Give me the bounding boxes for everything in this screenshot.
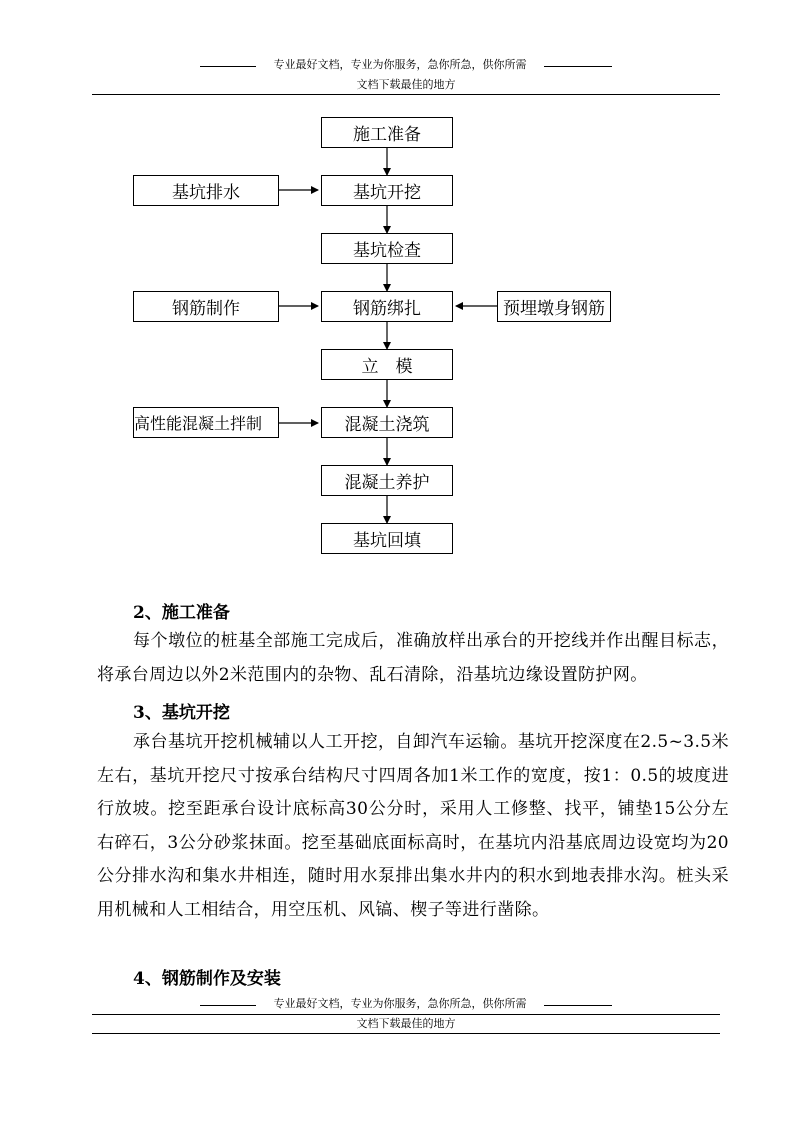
header-slogan: 专业最好文档，专业为你服务，急你所急，供你所需 [273, 58, 527, 71]
flow-step-rebar-binding: 钢筋绑扎 [321, 291, 453, 322]
section-paragraph-preparation: 每个墩位的桩基全部施工完成后，准确放样出承台的开挖线并作出醒目标志，将承台周边以外2米范围内的杂物、乱石清除，沿基坑边缘设置防护网。 [97, 631, 729, 685]
section-heading-excavation: 3、基坑开挖 [133, 703, 230, 723]
flow-step-excavation: 基坑开挖 [321, 175, 453, 206]
section-heading-preparation: 2、施工准备 [133, 603, 230, 623]
flow-step-concrete-pour: 混凝土浇筑 [321, 407, 453, 438]
section-paragraph-excavation: 承台基坑开挖机械辅以人工开挖，自卸汽车运输。基坑开挖深度在2.5~3.5米左右，基坑开挖尺寸按承台结构尺寸四周各加1米工作的宽度，按1：0.5的坡度进行放坡。挖至距承台设计底标高30公分时，采用人工修整、找平，铺垫15公分左右碎石，3公分砂浆抹面。挖至基础底面标高时，在基坑内沿基底周边设宽均为20公分排水沟和集水井相连，随时用水泵排出集水井内的积水到地表排水沟。桩头采用机械和人工相结合，用空压机、风镐、楔子等进行凿除。 [97, 732, 729, 920]
footer-left-rule [200, 1005, 256, 1006]
page-footer-slogan-row [92, 995, 720, 1015]
footer-right-rule [544, 1005, 612, 1006]
flow-step-inspection: 基坑检查 [321, 233, 453, 264]
header-subtitle: 文档下载最佳的地方 [356, 78, 456, 91]
flow-input-drainage: 基坑排水 [133, 175, 279, 206]
flow-input-embedded-rebar: 预埋墩身钢筋 [497, 291, 611, 322]
flow-step-curing: 混凝土养护 [321, 465, 453, 496]
flow-input-rebar-fabrication: 钢筋制作 [133, 291, 279, 322]
footer-divider [92, 1014, 720, 1015]
footer-bottom-rule [92, 1033, 720, 1034]
flow-input-concrete-mixing: 高性能混凝土拌制 [133, 407, 279, 438]
flow-step-formwork: 立 模 [321, 349, 453, 380]
footer-slogan: 专业最好文档，专业为你服务，急你所急，供你所需 [273, 997, 527, 1010]
flow-step-backfill: 基坑回填 [321, 523, 453, 554]
flow-step-preparation: 施工准备 [321, 117, 453, 148]
footer-subtitle: 文档下载最佳的地方 [356, 1017, 456, 1030]
section-heading-rebar: 4、钢筋制作及安装 [133, 969, 281, 989]
